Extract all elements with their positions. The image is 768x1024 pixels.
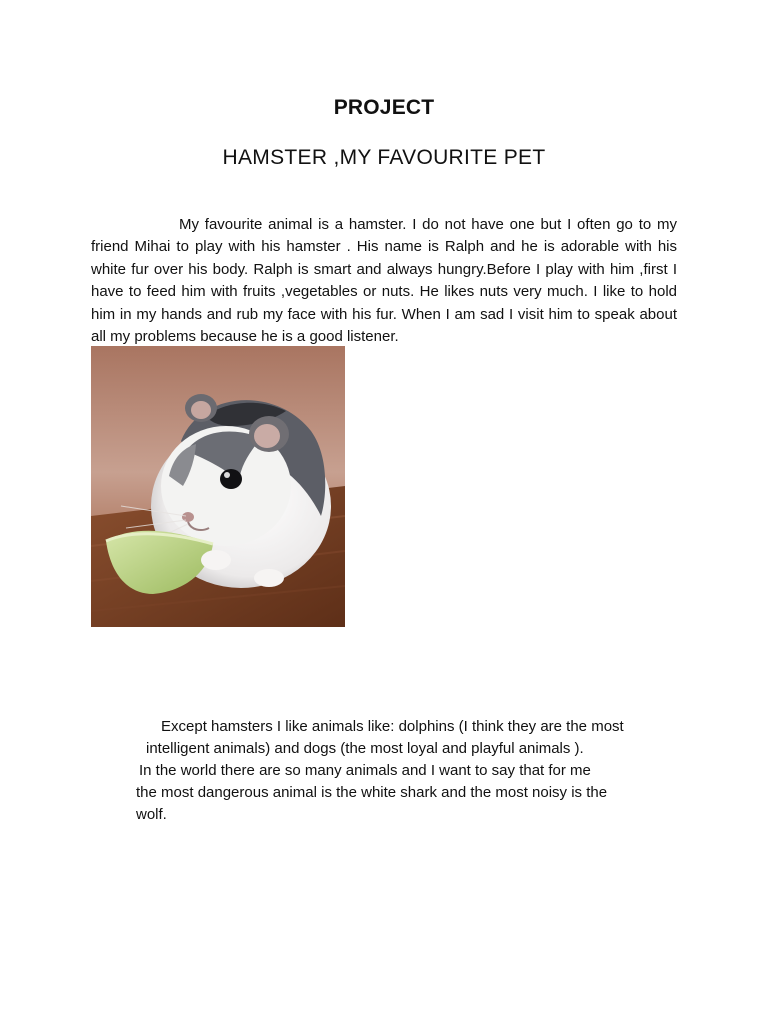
- page-subtitle: HAMSTER ,MY FAVOURITE PET: [222, 146, 546, 169]
- paragraph-intro: My favourite animal is a hamster. I do not have one but I often go to my friend Mihai to play with his hamster . His name is Ralph and he is adorable with his white fur over his body. Ralph is smart and always hungry.Before I play with him ,first I have to feed him with fruits ,vegetables or nuts. He likes nuts very much. I like to hold him in my hands and rub my face with his fur. When I am sad I visit him to speak about all my problems because he is a good listener.: [91, 216, 677, 346]
- paragraph-line: the most dangerous animal is the white shark and the most noisy is the: [136, 784, 608, 801]
- hamster-photo: [91, 346, 345, 627]
- paragraph-line: intelligent animals) and dogs (the most loyal and playful animals ).: [146, 740, 584, 757]
- paragraph-line: In the world there are so many animals and I want to say that for me: [139, 762, 591, 779]
- paragraph-line: Except hamsters I like animals like: dolphins (I think they are the most: [161, 718, 624, 735]
- paragraph-line: wolf.: [136, 806, 167, 823]
- page-title: PROJECT: [333, 96, 435, 119]
